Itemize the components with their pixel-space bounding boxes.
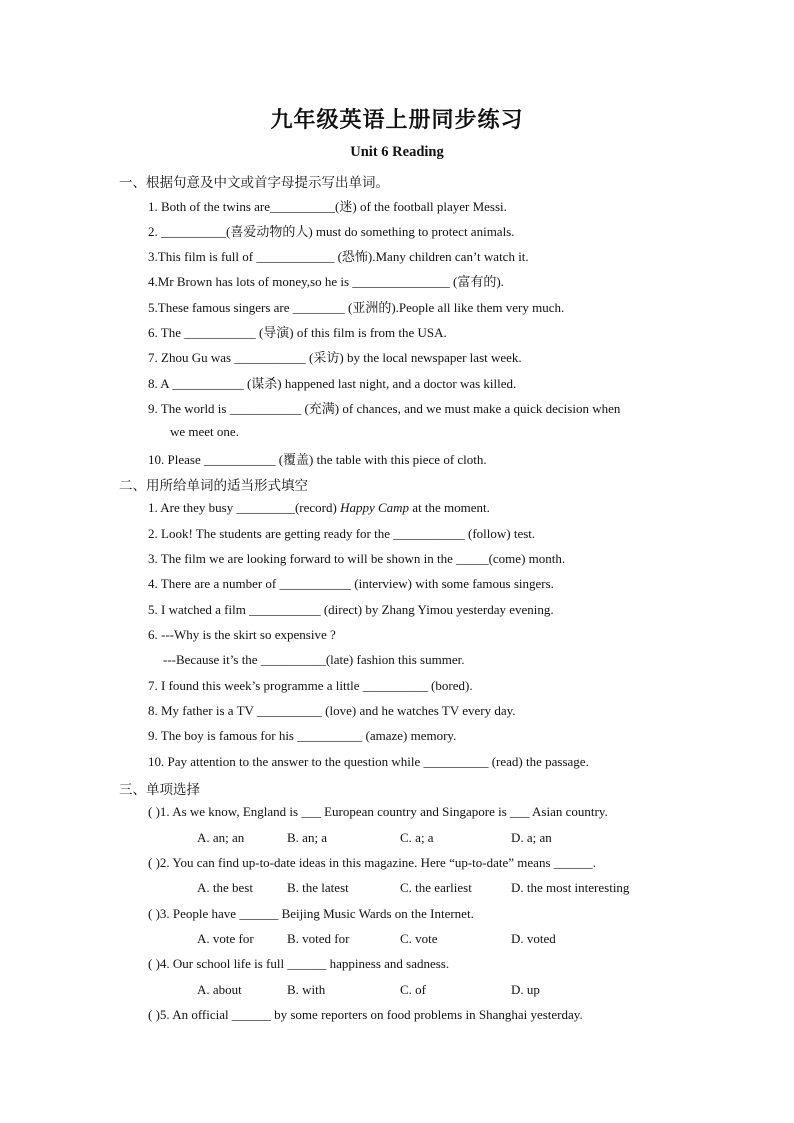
mc-q1-option-a: A. an; an <box>197 830 245 845</box>
mc-q2-option-d: D. the most interesting <box>511 880 630 895</box>
mc-q4-option-d: D. up <box>511 982 540 997</box>
section-3-heading: 三、单项选择 <box>119 782 200 798</box>
mc-q1-option-d: D. a; an <box>511 830 552 845</box>
s2-line-6: 6. ---Why is the skirt so expensive ? <box>148 627 336 642</box>
s2-line-8: 8. My father is a TV __________ (love) and he watches TV every day. <box>148 703 516 718</box>
page-title: 九年级英语上册同步练习 <box>270 107 524 133</box>
s1-line-9: 9. The world is ___________ (充满) of chances, and we must make a quick decision when <box>148 401 621 416</box>
s2-line-5: 5. I watched a film ___________ (direct) by Zhang Yimou yesterday evening. <box>148 602 554 617</box>
mc-question-3: ( )3. People have ______ Beijing Music Wards on the Internet. <box>148 906 474 921</box>
mc-q2-option-a: A. the best <box>197 880 253 895</box>
mc-q1-option-b: B. an; a <box>287 830 328 845</box>
s2-line-4: 4. There are a number of ___________ (interview) with some famous singers. <box>148 576 554 591</box>
mc-question-1: ( )1. As we know, England is ___ European country and Singapore is ___ Asian country. <box>148 804 608 819</box>
s1-line-2: 2. __________(喜爱动物的人) must do something to protect animals. <box>148 224 515 239</box>
mc-question-2: ( )2. You can find up-to-date ideas in this magazine. Here “up-to-date” means ______. <box>148 855 597 870</box>
mc-q2-option-b: B. the latest <box>287 880 349 895</box>
s1-line-9-cont: we meet one. <box>170 424 239 439</box>
mc-q3-option-a: A. vote for <box>197 931 254 946</box>
mc-q4-option-c: C. of <box>400 982 426 997</box>
mc-q1-option-c: C. a; a <box>400 830 434 845</box>
mc-q3-option-d: D. voted <box>511 931 556 946</box>
section-2-heading: 二、用所给单词的适当形式填空 <box>119 478 308 494</box>
s2-line-9: 9. The boy is famous for his __________ (amaze) memory. <box>148 728 457 743</box>
s1-line-1: 1. Both of the twins are__________(迷) of the football player Messi. <box>148 199 507 214</box>
s2-line-1-show-title: Happy Camp <box>340 500 410 515</box>
s1-line-3: 3.This film is full of ____________ (恐怖).Many children can’t watch it. <box>148 249 529 264</box>
s2-line-6-answer: ---Because it’s the __________(late) fashion this summer. <box>163 652 465 667</box>
s1-line-8: 8. A ___________ (谋杀) happened last night, and a doctor was killed. <box>148 376 517 391</box>
s2-line-3: 3. The film we are looking forward to will be shown in the _____(come) month. <box>148 551 566 566</box>
s1-line-5: 5.These famous singers are ________ (亚洲的).People all like them very much. <box>148 300 565 315</box>
mc-q3-option-b: B. voted for <box>287 931 350 946</box>
s2-line-7: 7. I found this week’s programme a little __________ (bored). <box>148 678 473 693</box>
s2-line-1-start: 1. Are they busy _________(record) <box>148 500 337 515</box>
page-subtitle: Unit 6 Reading <box>350 144 444 160</box>
mc-q4-option-b: B. with <box>287 982 326 997</box>
mc-question-4: ( )4. Our school life is full ______ happiness and sadness. <box>148 956 450 971</box>
s1-line-4: 4.Mr Brown has lots of money,so he is _______________ (富有的). <box>148 274 504 289</box>
mc-q2-option-c: C. the earliest <box>400 880 472 895</box>
s2-line-2: 2. Look! The students are getting ready for the ___________ (follow) test. <box>148 526 536 541</box>
s2-line-10: 10. Pay attention to the answer to the question while __________ (read) the passage. <box>148 754 589 769</box>
s2-line-1-end: at the moment. <box>412 500 490 515</box>
mc-q3-option-c: C. vote <box>400 931 438 946</box>
s2-line-1 <box>148 500 490 516</box>
s1-line-6: 6. The ___________ (导演) of this film is from the USA. <box>148 325 447 340</box>
section-1-heading: 一、根据句意及中文或首字母提示写出单词。 <box>119 175 389 191</box>
s1-line-7: 7. Zhou Gu was ___________ (采访) by the local newspaper last week. <box>148 350 522 365</box>
mc-q4-option-a: A. about <box>197 982 242 997</box>
mc-question-5: ( )5. An official ______ by some reporters on food problems in Shanghai yesterday. <box>148 1007 583 1022</box>
s1-line-10: 10. Please ___________ (覆盖) the table with this piece of cloth. <box>148 452 487 467</box>
